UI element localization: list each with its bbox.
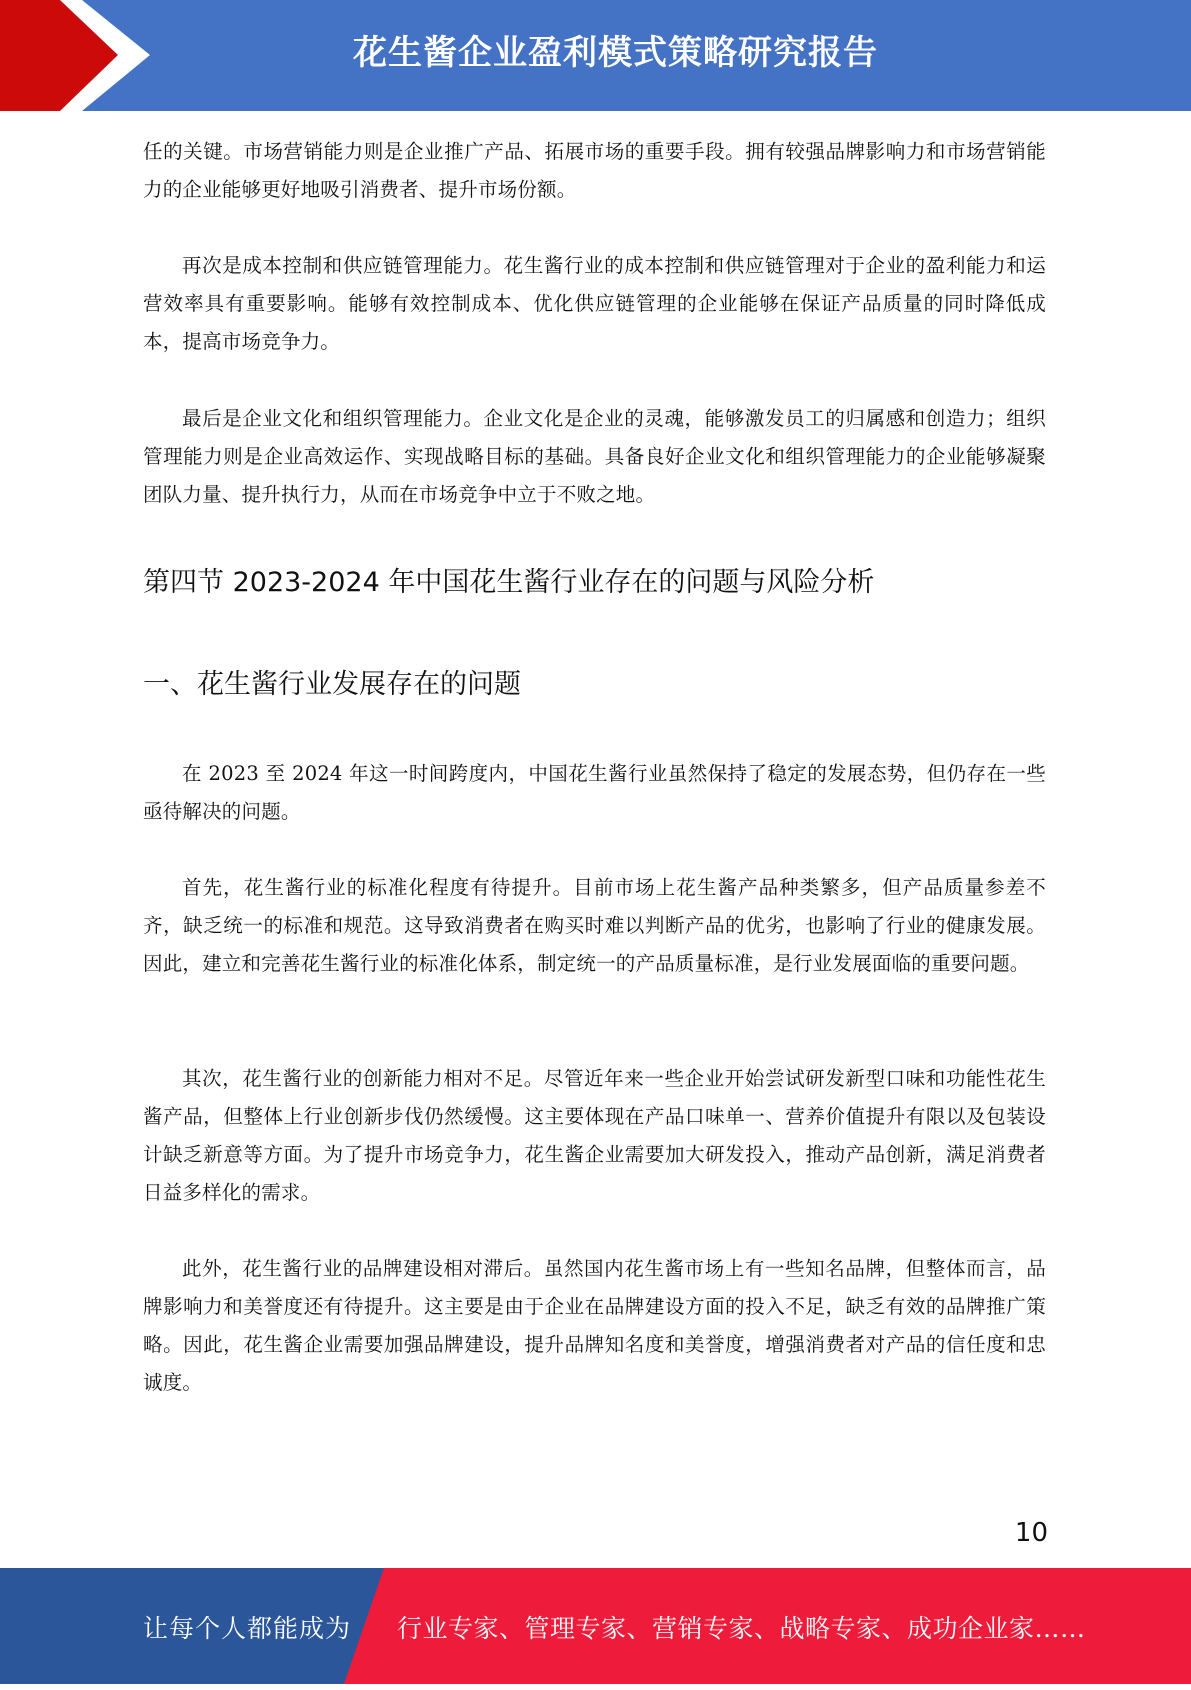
body-text-bottom	[143, 1060, 1046, 1212]
body-text-top	[143, 133, 1046, 209]
page-number: 10	[1014, 1518, 1048, 1548]
paragraph: 最后是企业文化和组织管理能力。企业文化是企业的灵魂，能够激发员工的归属感和创造力；组织管理能力则是企业高效运作、实现战略目标的基础。具备良好企业文化和组织管理能力的企业能够凝聚团队力量、提升执行力，从而在市场竞争中立于不败之地。	[143, 407, 1046, 506]
section-heading: 第四节 2023-2024 年中国花生酱行业存在的问题与风险分析	[143, 567, 875, 598]
paragraph: 任的关键。市场营销能力则是企业推广产品、拓展市场的重要手段。拥有较强品牌影响力和市场营销能力的企业能够更好地吸引消费者、提升市场份额。	[143, 140, 1046, 201]
paragraph: 此外，花生酱行业的品牌建设相对滞后。虽然国内花生酱市场上有一些知名品牌，但整体而言，品牌影响力和美誉度还有待提升。这主要是由于企业在品牌建设方面的投入不足，缺乏有效的品牌推广策略。因此，花生酱企业需要加强品牌建设，提升品牌知名度和美誉度，增强消费者对产品的信任度和忠诚度。	[143, 1257, 1046, 1394]
report-title: 花生酱企业盈利模式策略研究报告	[353, 33, 878, 73]
paragraph: 首先，花生酱行业的标准化程度有待提升。目前市场上花生酱产品种类繁多，但产品质量参差不齐，缺乏统一的标准和规范。这导致消费者在购买时难以判断产品的优劣，也影响了行业的健康发展。因此，建立和完善花生酱行业的标准化体系，制定统一的产品质量标准，是行业发展面临的重要问题。	[143, 876, 1046, 975]
body-text-bottom	[143, 869, 1046, 983]
paragraph: 再次是成本控制和供应链管理能力。花生酱行业的成本控制和供应链管理对于企业的盈利能力和运营效率具有重要影响。能够有效控制成本、优化供应链管理的企业能够在保证产品质量的同时降低成本，提高市场竞争力。	[143, 254, 1046, 353]
body-text-bottom	[143, 1250, 1046, 1402]
footer-banner	[0, 1568, 1191, 1684]
body-text-top	[143, 247, 1046, 361]
body-text-bottom	[143, 755, 1046, 831]
body-text-top	[143, 400, 1046, 514]
footer-slogan-left: 让每个人都能成为	[143, 1614, 352, 1643]
header-banner	[0, 0, 1191, 111]
paragraph: 其次，花生酱行业的创新能力相对不足。尽管近年来一些企业开始尝试研发新型口味和功能性花生酱产品，但整体上行业创新步伐仍然缓慢。这主要体现在产品口味单一、营养价值提升有限以及包装设计缺乏新意等方面。为了提升市场竞争力，花生酱企业需要加大研发投入，推动产品创新，满足消费者日益多样化的需求。	[143, 1067, 1046, 1204]
footer-slogan-right: 行业专家、管理专家、营销专家、战略专家、成功企业家……	[397, 1614, 1086, 1643]
paragraph: 在 2023 至 2024 年这一时间跨度内，中国花生酱行业虽然保持了稳定的发展态势，但仍存在一些亟待解决的问题。	[143, 762, 1046, 823]
subsection-heading: 一、花生酱行业发展存在的问题	[143, 669, 521, 700]
